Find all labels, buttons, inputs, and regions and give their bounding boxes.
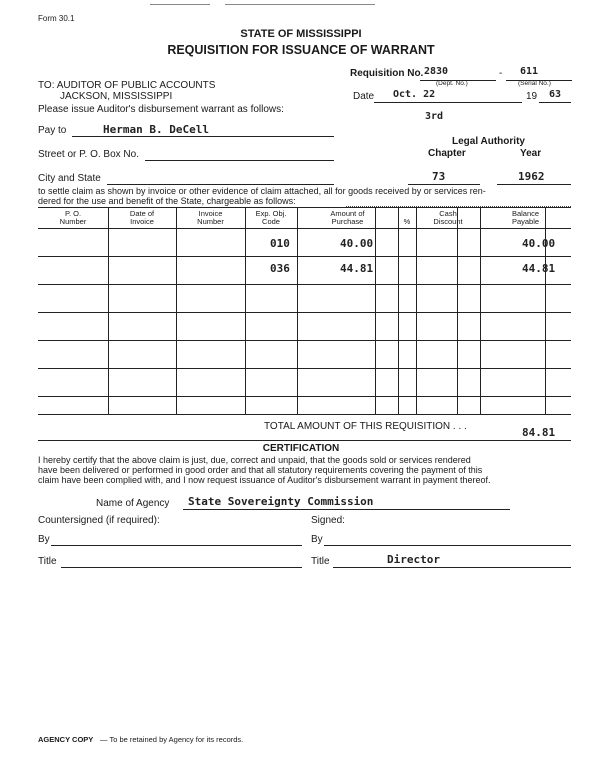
to-auditor: TO: AUDITOR OF PUBLIC ACCOUNTS (38, 80, 216, 91)
countersign-title-line (61, 567, 302, 568)
col-divider (245, 207, 246, 414)
total-underline (38, 440, 571, 441)
auditor-city: JACKSON, MISSISSIPPI (60, 91, 173, 102)
year-col-label: Year (520, 148, 542, 159)
city-state-label: City and State (38, 173, 101, 184)
pay-to-value: Herman B. DeCell (103, 123, 209, 136)
table-row-line (38, 396, 571, 397)
header-po: P. O. Number (59, 209, 87, 226)
certification-heading: CERTIFICATION (262, 443, 340, 454)
header-date: Date of Invoice (129, 209, 155, 226)
col-divider (416, 207, 417, 414)
signed-by-label: By (311, 534, 323, 545)
col-divider (398, 207, 399, 414)
header-discount: Cash Discount (433, 209, 463, 226)
street-line (145, 160, 334, 161)
typed-3rd: 3rd (425, 111, 444, 122)
total-value: 84.81 (522, 426, 556, 439)
certification-line-2: have been delivered or performed in good order and that all statutory requirements covering the payment of this (38, 465, 483, 475)
row1-exp-code: 010 (270, 237, 290, 250)
form-title: REQUISITION FOR ISSUANCE OF WARRANT (167, 43, 435, 57)
signed-title-line (333, 567, 571, 568)
row2-balance: 44.81 (522, 262, 556, 275)
table-row-line (38, 284, 571, 285)
header-percent: % (403, 217, 411, 226)
signed-label: Signed: (311, 515, 345, 526)
signed-title-value: Director (387, 553, 440, 566)
chapter-line (408, 184, 480, 185)
row2-amount: 44.81 (340, 262, 374, 275)
year-prefix: 19 (526, 91, 538, 102)
agency-copy-label: AGENCY COPY (38, 735, 94, 744)
countersign-title-label: Title (38, 556, 57, 567)
agency-copy-note: — To be retained by Agency for its records. (100, 735, 244, 744)
settle-text-1: to settle claim as shown by invoice or other evidence of claim attached, all for goods received by or services ren- (38, 186, 486, 196)
serial-no-caption: (Serial No.) (518, 80, 551, 87)
table-bottom-border (38, 414, 571, 415)
table-top-border (38, 207, 571, 208)
header-invoice: Invoice Number (197, 209, 224, 226)
row1-amount: 40.00 (340, 237, 374, 250)
col-divider (457, 207, 458, 414)
col-divider (375, 207, 376, 414)
countersign-by-line (51, 545, 302, 546)
certification-line-1: I hereby certify that the above claim is just, due, correct and unpaid, that the goods sold or services rendered (38, 455, 471, 465)
agency-name-value: State Sovereignty Commission (188, 495, 374, 508)
table-row-line (38, 312, 571, 313)
row2-exp-code: 036 (270, 262, 290, 275)
year-legal-value: 1962 (518, 170, 545, 183)
header-exp-code: Exp. Obj. Code (255, 209, 287, 226)
header-amount: Amount of Purchase (330, 209, 365, 226)
col-divider (480, 207, 481, 414)
agency-name-label: Name of Agency (96, 498, 170, 509)
countersigned-label: Countersigned (if required): (38, 515, 160, 526)
total-label: TOTAL AMOUNT OF THIS REQUISITION . . . (264, 421, 467, 432)
state-heading: STATE OF MISSISSIPPI (240, 28, 362, 40)
table-row-line (38, 340, 571, 341)
row1-balance: 40.00 (522, 237, 556, 250)
pay-to-line (72, 136, 334, 137)
chapter-label: Chapter (428, 148, 466, 159)
street-label: Street or P. O. Box No. (38, 149, 139, 160)
instruction-text: Please issue Auditor's disbursement warrant as follows: (38, 104, 284, 115)
agency-name-line (183, 509, 510, 510)
certification-line-3: claim have been complied with, and I now request issuance of Auditor's disbursement warrant in payment thereof. (38, 475, 491, 485)
requisition-hyphen: - (499, 68, 503, 79)
form-number: Form 30.1 (38, 14, 75, 23)
countersign-by-label: By (38, 534, 50, 545)
date-line (374, 102, 522, 103)
table-row-line (38, 256, 571, 257)
dept-no-value: 2830 (424, 66, 449, 77)
col-divider (297, 207, 298, 414)
col-divider (176, 207, 177, 414)
pay-to-label: Pay to (38, 125, 67, 136)
city-state-line (107, 184, 334, 185)
table-row-line (38, 368, 571, 369)
legal-authority-heading: Legal Authority (452, 136, 525, 147)
year-value: 63 (549, 89, 562, 100)
dept-no-caption: (Dept. No.) (436, 80, 468, 87)
serial-no-value: 611 (520, 66, 539, 77)
year-line (539, 102, 571, 103)
top-scan-mark (150, 4, 210, 5)
header-balance: Balance Payable (511, 209, 540, 226)
date-value: Oct. 22 (393, 89, 436, 100)
chapter-value: 73 (432, 170, 446, 183)
date-label: Date (353, 91, 375, 102)
settle-text-2: dered for the use and benefit of the State, chargeable as follows: (38, 196, 296, 206)
top-scan-mark (225, 4, 375, 5)
signed-by-line (324, 545, 571, 546)
signed-title-label: Title (311, 556, 330, 567)
requisition-label: Requisition No. (350, 68, 424, 79)
col-divider (108, 207, 109, 414)
year-legal-line (497, 184, 571, 185)
table-header-border (38, 228, 571, 229)
